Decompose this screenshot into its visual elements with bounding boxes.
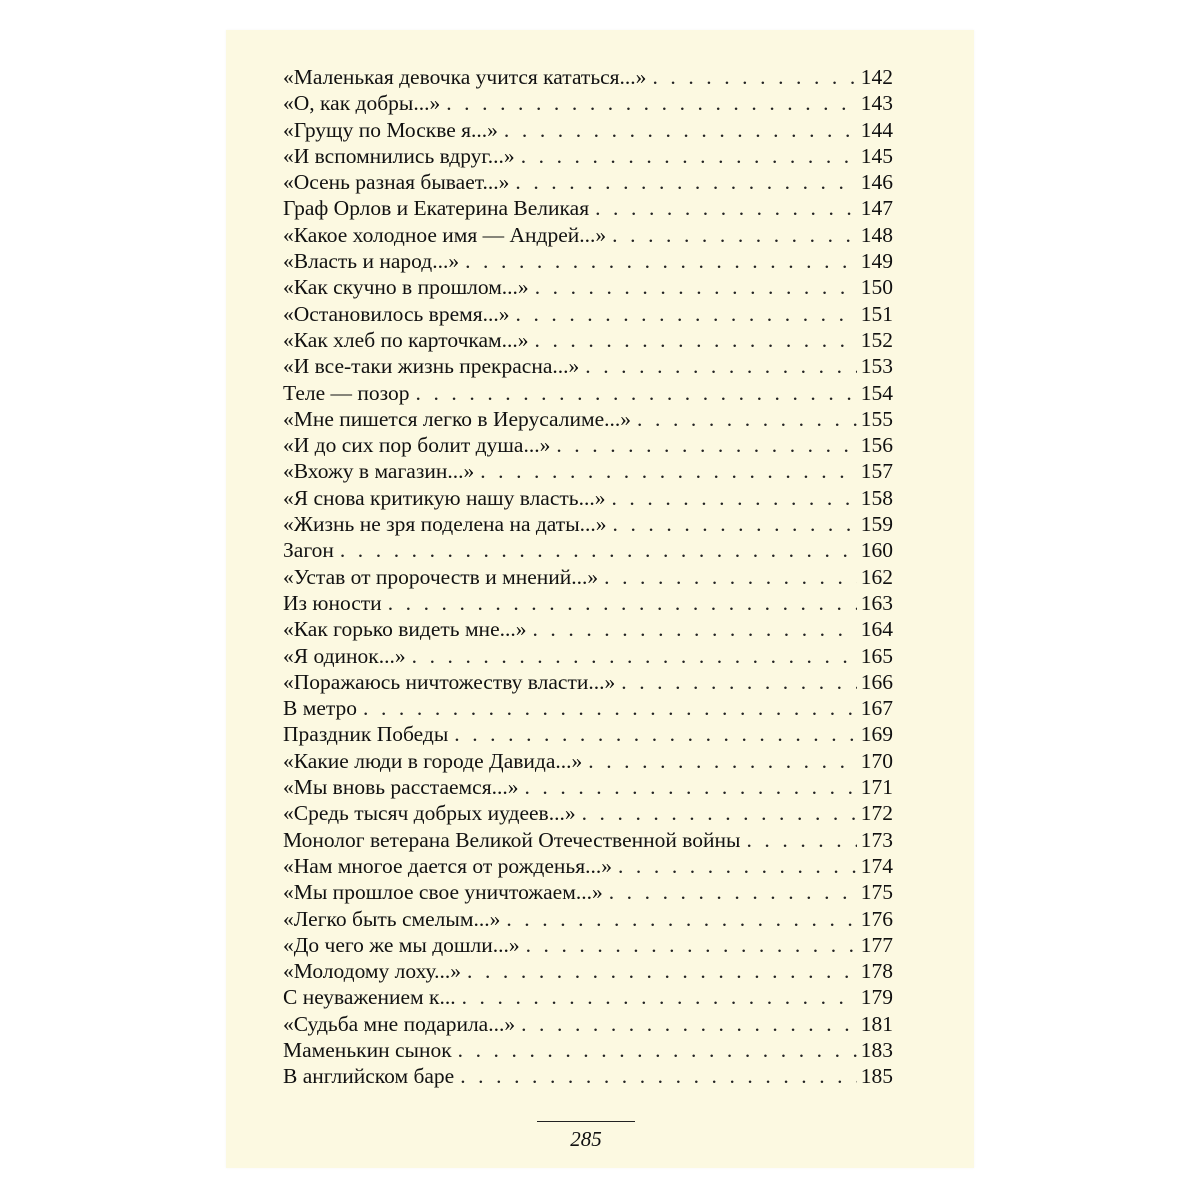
dot-leader bbox=[506, 906, 856, 932]
toc-entry-page: 160 bbox=[860, 538, 893, 563]
dot-leader bbox=[480, 458, 857, 484]
toc-entry-page: 166 bbox=[860, 669, 893, 694]
toc-entry-title: «Легко быть смелым...» bbox=[283, 906, 501, 931]
toc-entry bbox=[283, 485, 893, 511]
toc-entry-title: Праздник Победы bbox=[283, 722, 449, 747]
toc-entry-title: «О, как добры...» bbox=[283, 91, 441, 116]
toc-entry-page: 185 bbox=[860, 1064, 893, 1089]
dot-leader bbox=[416, 380, 857, 406]
toc-entry bbox=[283, 1011, 893, 1037]
toc-entry-title: «До чего же мы дошли...» bbox=[283, 932, 520, 957]
toc-entry bbox=[283, 143, 893, 169]
toc-entry-page: 162 bbox=[860, 564, 893, 589]
toc-entry-page: 159 bbox=[860, 512, 893, 537]
toc-entry-title: «Грущу по Москве я...» bbox=[283, 117, 498, 142]
toc-entry bbox=[283, 721, 893, 747]
toc-entry bbox=[283, 695, 893, 721]
dot-leader bbox=[535, 327, 857, 353]
toc-entry-page: 171 bbox=[860, 775, 893, 800]
toc-entry-title: В метро bbox=[283, 696, 358, 721]
toc-entry-page: 183 bbox=[860, 1037, 893, 1062]
toc-entry bbox=[283, 879, 893, 905]
dot-leader bbox=[388, 590, 857, 616]
toc-entry-page: 165 bbox=[860, 643, 893, 668]
toc-entry bbox=[283, 906, 893, 932]
toc-entry-title: «Мы вновь расстаемся...» bbox=[283, 775, 519, 800]
toc-entry-page: 176 bbox=[860, 906, 893, 931]
toc-entry-title: «Власть и народ...» bbox=[283, 249, 460, 274]
toc-entry-title: Граф Орлов и Екатерина Великая bbox=[283, 196, 590, 221]
toc-entry-page: 151 bbox=[860, 301, 893, 326]
dot-leader bbox=[460, 1063, 857, 1089]
toc-entry bbox=[283, 1063, 893, 1089]
dot-leader bbox=[467, 958, 857, 984]
toc-entry-page: 146 bbox=[860, 170, 893, 195]
toc-entry-title: «Молодому лоху...» bbox=[283, 959, 462, 984]
dot-leader bbox=[532, 616, 856, 642]
toc-entry bbox=[283, 222, 893, 248]
dot-leader bbox=[521, 143, 857, 169]
toc-entry-page: 178 bbox=[860, 959, 893, 984]
toc-entry-title: «Нам многое дается от рожденья...» bbox=[283, 853, 612, 878]
dot-leader bbox=[611, 485, 856, 511]
dot-leader bbox=[515, 169, 856, 195]
toc-entry bbox=[283, 274, 893, 300]
dot-leader bbox=[604, 564, 857, 590]
toc-entry-title: «Как скучно в прошлом...» bbox=[283, 275, 529, 300]
toc-entry bbox=[283, 748, 893, 774]
toc-entry-title: «И все-таки жизнь прекрасна...» bbox=[283, 354, 580, 379]
toc-entry bbox=[283, 853, 893, 879]
toc-entry bbox=[283, 195, 893, 221]
dot-leader bbox=[595, 195, 857, 221]
toc-entry-title: Из юности bbox=[283, 590, 382, 615]
toc-entry-title: «Вхожу в магазин...» bbox=[283, 459, 475, 484]
toc-entry-page: 179 bbox=[860, 985, 893, 1010]
toc-entry-page: 145 bbox=[860, 143, 893, 168]
toc-entry-page: 148 bbox=[860, 222, 893, 247]
toc-entry-title: В английском баре bbox=[283, 1064, 455, 1089]
toc-entry-title: «Средь тысяч добрых иудеев...» bbox=[283, 801, 576, 826]
toc-entry-page: 181 bbox=[860, 1011, 893, 1036]
dot-leader bbox=[609, 879, 857, 905]
toc-entry-title: «Какое холодное имя — Андрей...» bbox=[283, 222, 607, 247]
toc-entry-title: Маменькин сынок bbox=[283, 1037, 452, 1062]
dot-leader bbox=[618, 853, 857, 879]
toc-entry-page: 142 bbox=[860, 65, 893, 89]
toc-entry-page: 175 bbox=[860, 880, 893, 905]
toc-entry bbox=[283, 406, 893, 432]
toc-entry-title: С неуважением к... bbox=[283, 985, 456, 1010]
dot-leader bbox=[652, 64, 856, 90]
toc-entry-page: 169 bbox=[860, 722, 893, 747]
toc-entry-title: «Маленькая девочка учится кататься...» bbox=[283, 65, 647, 89]
dot-leader bbox=[363, 695, 857, 721]
toc-entry-title: «Я одинок...» bbox=[283, 643, 406, 668]
dot-leader bbox=[454, 721, 856, 747]
toc-entry bbox=[283, 64, 893, 90]
toc-entry-title: Теле — позор bbox=[283, 380, 410, 405]
toc-entry bbox=[283, 169, 893, 195]
dot-leader bbox=[340, 537, 857, 563]
toc-entry-title: «Устав от пророчеств и мнений...» bbox=[283, 564, 599, 589]
dot-leader bbox=[446, 90, 857, 116]
dot-leader bbox=[535, 274, 857, 300]
dot-leader bbox=[526, 932, 857, 958]
dot-leader bbox=[588, 748, 856, 774]
toc-entry-title: Монолог ветерана Великой Отечественной войны bbox=[283, 827, 741, 852]
toc-entry-title: «Остановилось время...» bbox=[283, 301, 510, 326]
toc-entry bbox=[283, 590, 893, 616]
dot-leader bbox=[612, 222, 857, 248]
toc-entry-page: 167 bbox=[860, 696, 893, 721]
toc-entry-title: «Как горько видеть мне...» bbox=[283, 617, 527, 642]
toc-entry-page: 153 bbox=[860, 354, 893, 379]
dot-leader bbox=[613, 511, 857, 537]
toc-entry-title: «Какие люди в городе Давида...» bbox=[283, 748, 583, 773]
toc-entry-page: 164 bbox=[860, 617, 893, 642]
toc-entry-title: «Осень разная бывает...» bbox=[283, 170, 510, 195]
toc-entry bbox=[283, 117, 893, 143]
toc-entry-page: 154 bbox=[860, 380, 893, 405]
dot-leader bbox=[556, 432, 856, 458]
dot-leader bbox=[521, 1011, 857, 1037]
dot-leader bbox=[504, 117, 857, 143]
toc-entry-page: 147 bbox=[860, 196, 893, 221]
toc-entry-page: 156 bbox=[860, 433, 893, 458]
toc-entry bbox=[283, 669, 893, 695]
toc-entry bbox=[283, 248, 893, 274]
toc-entry-title: «Я снова критикую нашу власть...» bbox=[283, 485, 606, 510]
toc-entry bbox=[283, 1037, 893, 1063]
dot-leader bbox=[746, 827, 856, 853]
dot-leader bbox=[524, 774, 856, 800]
dot-leader bbox=[637, 406, 857, 432]
toc-entry-page: 155 bbox=[860, 406, 893, 431]
toc-entry-title: Загон bbox=[283, 538, 334, 563]
toc-entry-title: «Поражаюсь ничтожеству власти...» bbox=[283, 669, 616, 694]
toc-entry-page: 177 bbox=[860, 932, 893, 957]
dot-leader bbox=[412, 643, 857, 669]
dot-leader bbox=[585, 353, 856, 379]
toc-entry-page: 143 bbox=[860, 91, 893, 116]
dot-leader bbox=[465, 248, 857, 274]
toc-entry-title: «Мы прошлое свое уничтожаем...» bbox=[283, 880, 603, 905]
toc-entry bbox=[283, 327, 893, 353]
toc-entry-page: 149 bbox=[860, 249, 893, 274]
toc-entry-title: «Судьба мне подарила...» bbox=[283, 1011, 516, 1036]
toc-entry bbox=[283, 932, 893, 958]
toc-entry-page: 172 bbox=[860, 801, 893, 826]
toc-entry bbox=[283, 432, 893, 458]
toc-entry bbox=[283, 90, 893, 116]
toc-entry-title: «Жизнь не зря поделена на даты...» bbox=[283, 512, 607, 537]
toc-entry bbox=[283, 564, 893, 590]
toc-entry-page: 157 bbox=[860, 459, 893, 484]
toc-entry bbox=[283, 800, 893, 826]
toc-entry-page: 144 bbox=[860, 117, 893, 142]
dot-leader bbox=[582, 800, 857, 826]
toc-entry-page: 163 bbox=[860, 590, 893, 615]
dot-leader bbox=[458, 1037, 857, 1063]
toc-entry bbox=[283, 511, 893, 537]
toc-entry-page: 152 bbox=[860, 327, 893, 352]
toc-entry-title: «И до сих пор болит душа...» bbox=[283, 433, 551, 458]
toc-entry bbox=[283, 458, 893, 484]
toc-entry bbox=[283, 958, 893, 984]
toc-entry-page: 174 bbox=[860, 853, 893, 878]
toc-entry bbox=[283, 537, 893, 563]
toc-entry-page: 150 bbox=[860, 275, 893, 300]
toc-entry-page: 173 bbox=[860, 827, 893, 852]
toc-entry bbox=[283, 353, 893, 379]
dot-leader bbox=[462, 984, 857, 1010]
table-of-contents bbox=[283, 64, 893, 1090]
toc-entry bbox=[283, 380, 893, 406]
toc-entry bbox=[283, 643, 893, 669]
toc-entry-title: «И вспомнились вдруг...» bbox=[283, 143, 515, 168]
dot-leader bbox=[621, 669, 857, 695]
toc-entry bbox=[283, 301, 893, 327]
toc-entry-title: «Мне пишется легко в Иерусалиме...» bbox=[283, 406, 632, 431]
toc-entry bbox=[283, 827, 893, 853]
toc-entry-title: «Как хлеб по карточкам...» bbox=[283, 327, 529, 352]
toc-entry bbox=[283, 774, 893, 800]
toc-entry-page: 158 bbox=[860, 485, 893, 510]
dot-leader bbox=[516, 301, 857, 327]
toc-entry bbox=[283, 616, 893, 642]
footer-rule bbox=[537, 1121, 635, 1122]
page-number: 285 bbox=[570, 1127, 602, 1151]
toc-entry-page: 170 bbox=[860, 748, 893, 773]
toc-entry bbox=[283, 984, 893, 1010]
